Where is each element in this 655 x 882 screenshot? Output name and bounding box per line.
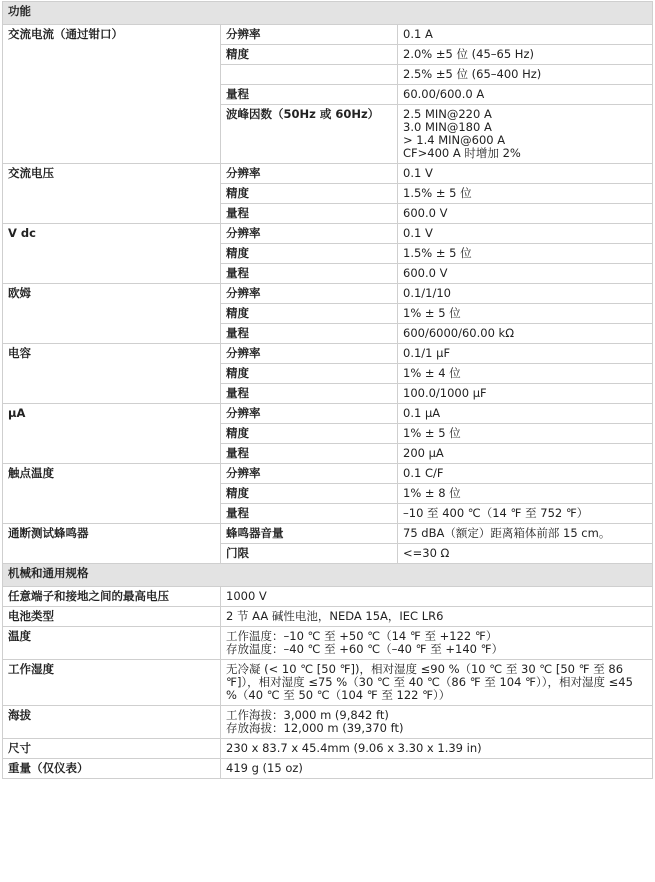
spec-value xyxy=(221,607,653,627)
parameter-value xyxy=(398,284,653,304)
value-line: 2.5 MIN@220 A xyxy=(403,107,492,121)
table-row xyxy=(3,759,653,779)
spec-name: 工作湿度 xyxy=(3,660,221,706)
parameter-name: 量程 xyxy=(221,324,398,344)
value-line: 600.0 V xyxy=(403,206,448,220)
value-line: 1000 V xyxy=(226,589,267,603)
value-line: 存放温度：–40 ℃ 至 +60 ℃（–40 ℉ 至 +140 ℉） xyxy=(226,642,504,656)
value-line: 2 节 AA 碱性电池，NEDA 15A，IEC LR6 xyxy=(226,609,444,623)
value-line: 600.0 V xyxy=(403,266,448,280)
parameter-value xyxy=(398,224,653,244)
parameter-value xyxy=(398,424,653,444)
section-title: 机械和通用规格 xyxy=(3,564,653,587)
parameter-value xyxy=(398,544,653,564)
parameter-value xyxy=(398,85,653,105)
spec-name: 温度 xyxy=(3,627,221,660)
table-row xyxy=(3,404,653,424)
value-line: 75 dBA（额定）距离箱体前部 15 cm。 xyxy=(403,526,611,540)
table-row xyxy=(3,284,653,304)
spec-value xyxy=(221,627,653,660)
spec-value xyxy=(221,759,653,779)
parameter-name: 分辨率 xyxy=(221,164,398,184)
parameter-value xyxy=(398,364,653,384)
spec-value xyxy=(221,587,653,607)
parameter-name: 分辨率 xyxy=(221,464,398,484)
table-row xyxy=(3,25,653,45)
parameter-name: 量程 xyxy=(221,384,398,404)
spec-name: 海拔 xyxy=(3,706,221,739)
parameter-name: 门限 xyxy=(221,544,398,564)
value-line: 无冷凝 (< 10 ℃ [50 ℉])，相对湿度 ≤90 %（10 ℃ 至 30 ℃ [50 ℉ 至 86 ℉]），相对湿度 ≤75 %（30 ℃ 至 40 ℃（86 ℉ 至 104 ℉）），相对湿度 ≤45 %（40 ℃ 至 50 ℃（104 ℉ 至 122 ℉）） xyxy=(226,662,633,702)
value-line: 存放海拔：12,000 m (39,370 ft) xyxy=(226,721,404,735)
parameter-value xyxy=(398,404,653,424)
table-row xyxy=(3,344,653,364)
table-row xyxy=(3,607,653,627)
table-row xyxy=(3,660,653,706)
value-line: 工作温度：–10 ℃ 至 +50 ℃（14 ℉ 至 +122 ℉） xyxy=(226,629,498,643)
parameter-name: 量程 xyxy=(221,204,398,224)
parameter-name: 量程 xyxy=(221,85,398,105)
function-name: 欧姆 xyxy=(3,284,221,344)
parameter-name xyxy=(221,65,398,85)
value-line: 0.1 A xyxy=(403,27,433,41)
value-line: 1% ± 4 位 xyxy=(403,366,461,380)
function-name: 触点温度 xyxy=(3,464,221,524)
parameter-value xyxy=(398,65,653,85)
value-line: 0.1/1/10 xyxy=(403,286,451,300)
value-line: 0.1 V xyxy=(403,226,433,240)
table-row xyxy=(3,739,653,759)
parameter-name: 量程 xyxy=(221,264,398,284)
spec-table-body xyxy=(3,2,653,779)
spec-name: 重量（仅仪表） xyxy=(3,759,221,779)
value-line: 0.1/1 μF xyxy=(403,346,451,360)
parameter-value xyxy=(398,384,653,404)
value-line: 工作海拔：3,000 m (9,842 ft) xyxy=(226,708,389,722)
section-title: 功能 xyxy=(3,2,653,25)
function-name: 交流电压 xyxy=(3,164,221,224)
value-line: 419 g (15 oz) xyxy=(226,761,303,775)
value-line: 2.5% ±5 位 (65–400 Hz) xyxy=(403,67,542,81)
function-name: 电容 xyxy=(3,344,221,404)
parameter-value xyxy=(398,524,653,544)
table-row xyxy=(3,587,653,607)
spec-value xyxy=(221,706,653,739)
table-row xyxy=(3,524,653,544)
value-line: 1.5% ± 5 位 xyxy=(403,246,472,260)
parameter-value xyxy=(398,484,653,504)
section-header-functions xyxy=(3,2,653,25)
value-line: 1% ± 5 位 xyxy=(403,306,461,320)
parameter-name: 精度 xyxy=(221,364,398,384)
parameter-value xyxy=(398,304,653,324)
value-line: > 1.4 MIN@600 A xyxy=(403,133,506,147)
function-name: 通断测试蜂鸣器 xyxy=(3,524,221,564)
value-line: –10 至 400 ℃（14 ℉ 至 752 ℉） xyxy=(403,506,589,520)
function-name: V dc xyxy=(3,224,221,284)
value-line: 0.1 V xyxy=(403,166,433,180)
value-line: 0.1 μA xyxy=(403,406,441,420)
parameter-name: 量程 xyxy=(221,504,398,524)
parameter-value xyxy=(398,264,653,284)
parameter-value xyxy=(398,184,653,204)
spec-table xyxy=(2,1,653,779)
parameter-name: 分辨率 xyxy=(221,284,398,304)
parameter-value xyxy=(398,444,653,464)
parameter-value xyxy=(398,504,653,524)
parameter-name: 波峰因数（50Hz 或 60Hz） xyxy=(221,105,398,164)
value-line: 230 x 83.7 x 45.4mm (9.06 x 3.30 x 1.39 in) xyxy=(226,741,482,755)
value-line: 1.5% ± 5 位 xyxy=(403,186,472,200)
value-line: 100.0/1000 μF xyxy=(403,386,487,400)
parameter-value xyxy=(398,344,653,364)
parameter-name: 分辨率 xyxy=(221,224,398,244)
value-line: 1% ± 8 位 xyxy=(403,486,461,500)
table-row xyxy=(3,224,653,244)
table-row xyxy=(3,464,653,484)
value-line: <=30 Ω xyxy=(403,546,450,560)
value-line: 3.0 MIN@180 A xyxy=(403,120,492,134)
parameter-name: 精度 xyxy=(221,45,398,65)
parameter-name: 分辨率 xyxy=(221,404,398,424)
spec-name: 电池类型 xyxy=(3,607,221,627)
function-name: 交流电流（通过钳口） xyxy=(3,25,221,164)
parameter-name: 分辨率 xyxy=(221,344,398,364)
value-line: 1% ± 5 位 xyxy=(403,426,461,440)
spec-name: 任意端子和接地之间的最高电压 xyxy=(3,587,221,607)
parameter-name: 分辨率 xyxy=(221,25,398,45)
parameter-value xyxy=(398,244,653,264)
parameter-name: 精度 xyxy=(221,244,398,264)
parameter-value xyxy=(398,105,653,164)
section-header-mechanical xyxy=(3,564,653,587)
value-line: CF>400 A 时增加 2% xyxy=(403,146,521,160)
value-line: 2.0% ±5 位 (45–65 Hz) xyxy=(403,47,534,61)
parameter-name: 精度 xyxy=(221,184,398,204)
value-line: 0.1 C/F xyxy=(403,466,444,480)
parameter-value xyxy=(398,45,653,65)
function-name: μA xyxy=(3,404,221,464)
value-line: 60.00/600.0 A xyxy=(403,87,485,101)
parameter-name: 精度 xyxy=(221,424,398,444)
parameter-name: 量程 xyxy=(221,444,398,464)
parameter-value xyxy=(398,464,653,484)
value-line: 200 μA xyxy=(403,446,444,460)
parameter-name: 精度 xyxy=(221,304,398,324)
parameter-value xyxy=(398,324,653,344)
table-row xyxy=(3,627,653,660)
parameter-value xyxy=(398,164,653,184)
table-row xyxy=(3,164,653,184)
parameter-name: 精度 xyxy=(221,484,398,504)
spec-name: 尺寸 xyxy=(3,739,221,759)
value-line: 600/6000/60.00 kΩ xyxy=(403,326,514,340)
parameter-name: 蜂鸣器音量 xyxy=(221,524,398,544)
spec-value xyxy=(221,739,653,759)
spec-value xyxy=(221,660,653,706)
table-row xyxy=(3,706,653,739)
parameter-value xyxy=(398,25,653,45)
parameter-value xyxy=(398,204,653,224)
